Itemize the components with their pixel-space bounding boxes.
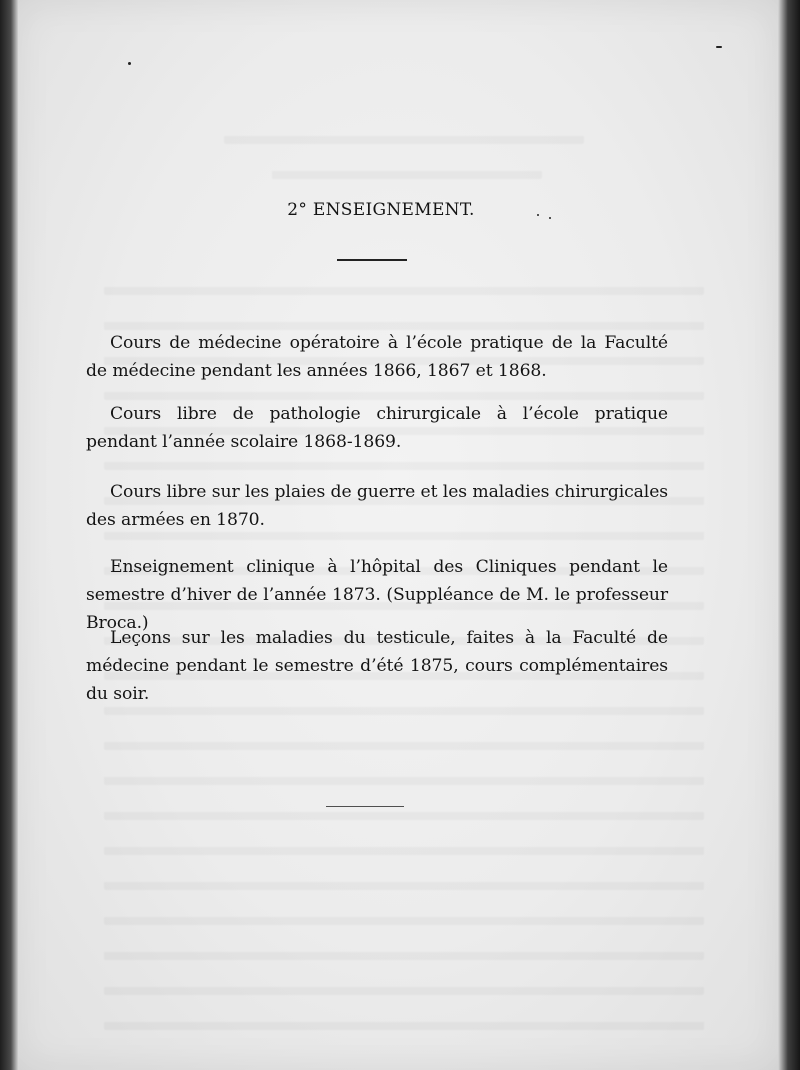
page-right-edge [778, 0, 800, 1070]
page-left-edge [0, 0, 18, 1070]
paragraph: Leçons sur les maladies du testicule, faites à la Faculté de médecine pendant le semestre d’été 1875, cours complémentaires du soir. [86, 628, 668, 705]
heading-rule [337, 259, 407, 261]
paragraph: Cours libre sur les plaies de guerre et les maladies chirurgicales des armées en 1870. [86, 482, 668, 531]
paragraph: Cours libre de pathologie chirurgicale à l’école pratique pendant l’année scolaire 1868-1869. [86, 404, 668, 453]
ink-speck [716, 46, 722, 48]
paragraph: Cours de médecine opératoire à l’école pratique de la Faculté de médecine pendant les années 1866, 1867 et 1868. [86, 333, 668, 382]
paragraph: Enseignement clinique à l’hôpital des Cliniques pendant le semestre d’hiver de l’année 1873. (Suppléance de M. le professeur Broca.) [86, 557, 668, 634]
section-heading: 2° ENSEIGNEMENT. [287, 200, 475, 220]
paper-sheet [14, 0, 780, 1070]
ink-speck [128, 62, 131, 65]
closing-rule [326, 806, 404, 807]
